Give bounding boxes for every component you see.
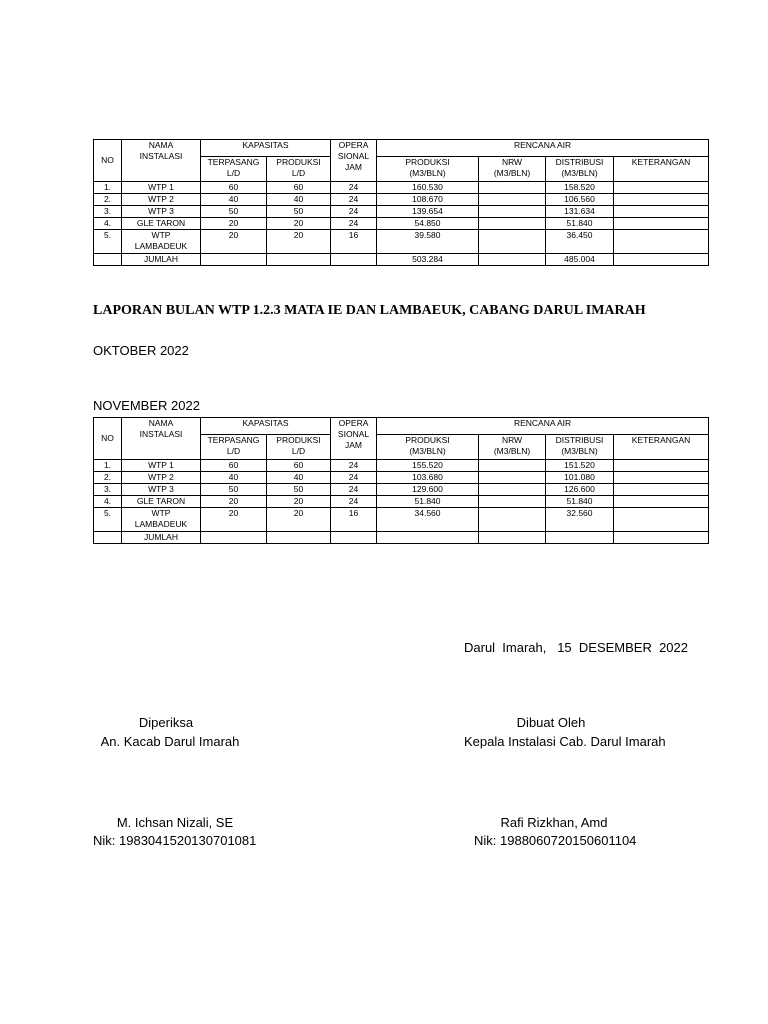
cell-nama-line2: LAMBADEUK [134,519,188,529]
date-line: Darul Imarah, 15 DESEMBER 2022 [464,640,688,655]
cell-jam [331,532,377,544]
cell-no [94,254,122,266]
cell-produksi-m3: 160.530 [377,182,479,194]
header-terpasang-line2: L/D [226,168,241,178]
cell-terpasang: 20 [201,218,267,230]
header-no: NO [94,418,122,460]
cell-nama [122,230,201,254]
table-row [94,484,709,496]
header-distribusi-line1: DISTRIBUSI [555,435,604,445]
header-kapasitas: KAPASITAS [201,140,331,157]
cell-produksi: 50 [267,484,331,496]
header-terpasang-line1: TERPASANG [207,435,260,445]
cell-keterangan [614,496,709,508]
cell-no: 2. [94,194,122,206]
cell-nrw [479,254,546,266]
cell-no: 4. [94,218,122,230]
header-distribusi-line2: (M3/BLN) [561,446,598,456]
cell-total-distribusi: 485.004 [546,254,614,266]
right-signature-name: Rafi Rizkhan, Amd [500,815,608,830]
cell-produksi-m3: 51.840 [377,496,479,508]
cell-no: 4. [94,496,122,508]
right-signature-role: Dibuat Oleh [516,715,586,730]
header-nama-line2: INSTALASI [139,151,183,161]
cell-nama: WTP 1 [122,182,201,194]
right-signature-position: Kepala Instalasi Cab. Darul Imarah [464,734,666,749]
cell-terpasang [201,254,267,266]
header-terpasang-line2: L/D [226,446,241,456]
cell-nrw [479,532,546,544]
cell-produksi: 60 [267,460,331,472]
cell-distribusi: 36.450 [546,230,614,254]
header-operasional-jam [331,418,377,460]
cell-jam: 24 [331,496,377,508]
header-no: NO [94,140,122,182]
table-total-row [94,254,709,266]
table-row [94,460,709,472]
cell-no [94,532,122,544]
cell-produksi-m3: 108.670 [377,194,479,206]
cell-terpasang: 50 [201,206,267,218]
header-produksi-line2: L/D [291,168,306,178]
cell-distribusi: 158.520 [546,182,614,194]
cell-distribusi: 51.840 [546,218,614,230]
cell-terpasang: 40 [201,472,267,484]
header-rencana-air: RENCANA AIR [377,140,709,157]
header-nrw-line2: (M3/BLN) [493,446,531,456]
cell-nrw [479,484,546,496]
cell-keterangan [614,254,709,266]
cell-terpasang: 60 [201,460,267,472]
header-produksi-m3 [377,435,479,460]
cell-produksi-m3: 54.850 [377,218,479,230]
table-row [94,194,709,206]
cell-jumlah-label: JUMLAH [122,532,201,544]
cell-produksi: 60 [267,182,331,194]
cell-produksi-m3: 139.654 [377,206,479,218]
cell-keterangan [614,218,709,230]
header-opera-line1: OPERA [338,140,369,150]
header-produksi-line2: L/D [291,446,306,456]
cell-produksi [267,254,331,266]
cell-jam: 24 [331,484,377,496]
header-terpasang [201,435,267,460]
cell-no: 2. [94,472,122,484]
header-nrw [479,435,546,460]
cell-jam [331,254,377,266]
cell-produksi: 40 [267,194,331,206]
cell-nama-line1: WTP [151,230,171,240]
cell-nrw [479,218,546,230]
left-signature-name: M. Ichsan Nizali, SE [116,815,234,830]
cell-jam: 16 [331,230,377,254]
cell-nama: WTP 3 [122,484,201,496]
header-opera-line2: SIONAL [337,151,370,161]
header-opera-line1: OPERA [338,418,369,428]
cell-keterangan [614,472,709,484]
cell-produksi: 20 [267,230,331,254]
header-keterangan: KETERANGAN [614,157,709,182]
cell-terpasang: 20 [201,496,267,508]
cell-distribusi: 126.600 [546,484,614,496]
cell-distribusi: 32.560 [546,508,614,532]
cell-produksi-m3: 155.520 [377,460,479,472]
cell-total-produksi-m3: 503.284 [377,254,479,266]
table-row [94,230,709,254]
cell-produksi-m3: 39.580 [377,230,479,254]
table-row [94,182,709,194]
cell-terpasang: 20 [201,230,267,254]
header-nama-line1: NAMA [148,140,174,150]
header-operasional-jam [331,140,377,182]
report-table-oktober [93,139,709,266]
header-terpasang-line1: TERPASANG [207,157,260,167]
cell-keterangan [614,230,709,254]
cell-produksi: 40 [267,472,331,484]
cell-nama: GLE TARON [122,496,201,508]
header-nrw-line2: (M3/BLN) [493,168,531,178]
cell-jam: 24 [331,218,377,230]
header-nrw-line1: NRW [501,157,523,167]
cell-keterangan [614,508,709,532]
month-label-november: NOVEMBER 2022 [93,398,200,413]
cell-distribusi: 51.840 [546,496,614,508]
table-total-row [94,532,709,544]
report-table-november [93,417,709,544]
cell-nrw [479,182,546,194]
cell-keterangan [614,194,709,206]
right-signature-nik: Nik: 1988060720150601104 [474,833,637,848]
header-distribusi-line1: DISTRIBUSI [555,157,604,167]
cell-no: 1. [94,182,122,194]
header-nama-line1: NAMA [148,418,174,428]
cell-terpasang: 60 [201,182,267,194]
header-distribusi [546,157,614,182]
table-row [94,472,709,484]
cell-keterangan [614,206,709,218]
header-produksi-ld [267,157,331,182]
cell-distribusi: 151.520 [546,460,614,472]
cell-nama-line2: LAMBADEUK [134,241,188,251]
cell-nama [122,508,201,532]
cell-no: 5. [94,508,122,532]
header-terpasang [201,157,267,182]
cell-no: 5. [94,230,122,254]
cell-nama: GLE TARON [122,218,201,230]
header-nama-instalasi [122,418,201,460]
cell-keterangan [614,532,709,544]
table-row [94,508,709,532]
header-opera-line3: JAM [345,440,363,450]
cell-keterangan [614,460,709,472]
cell-terpasang: 20 [201,508,267,532]
cell-nama: WTP 2 [122,194,201,206]
cell-total-distribusi [546,532,614,544]
header-nama-instalasi [122,140,201,182]
month-label-oktober: OKTOBER 2022 [93,343,189,358]
header-produksi-m3-line1: PRODUKSI [405,435,450,445]
cell-no: 3. [94,206,122,218]
header-nama-line2: INSTALASI [139,429,183,439]
cell-nrw [479,230,546,254]
header-keterangan: KETERANGAN [614,435,709,460]
report-title: LAPORAN BULAN WTP 1.2.3 MATA IE DAN LAMBAEUK, CABANG DARUL IMARAH [93,303,646,318]
cell-nrw [479,508,546,532]
cell-distribusi: 106.560 [546,194,614,206]
cell-produksi-m3: 103.680 [377,472,479,484]
header-distribusi [546,435,614,460]
cell-nama: WTP 2 [122,472,201,484]
header-nrw [479,157,546,182]
cell-jam: 24 [331,206,377,218]
cell-nama: WTP 1 [122,460,201,472]
cell-distribusi: 131.634 [546,206,614,218]
cell-produksi-m3: 34.560 [377,508,479,532]
cell-produksi: 20 [267,496,331,508]
header-produksi-m3-line2: (M3/BLN) [409,446,446,456]
cell-total-produksi-m3 [377,532,479,544]
cell-nama-line1: WTP [151,508,171,518]
header-rencana-air: RENCANA AIR [377,418,709,435]
cell-distribusi: 101.080 [546,472,614,484]
header-opera-line2: SIONAL [337,429,370,439]
header-produksi-line1: PRODUKSI [276,157,321,167]
cell-nrw [479,194,546,206]
cell-terpasang: 40 [201,194,267,206]
left-signature-role: Diperiksa [138,715,194,730]
cell-produksi-m3: 129.600 [377,484,479,496]
cell-nrw [479,206,546,218]
header-opera-line3: JAM [345,162,363,172]
cell-produksi: 50 [267,206,331,218]
header-produksi-ld [267,435,331,460]
header-nrw-line1: NRW [501,435,523,445]
table-row [94,496,709,508]
cell-jam: 24 [331,182,377,194]
cell-jam: 16 [331,508,377,532]
cell-terpasang: 50 [201,484,267,496]
header-produksi-m3 [377,157,479,182]
header-kapasitas: KAPASITAS [201,418,331,435]
cell-nrw [479,496,546,508]
header-produksi-m3-line1: PRODUKSI [405,157,450,167]
cell-terpasang [201,532,267,544]
left-signature-position: An. Kacab Darul Imarah [100,734,240,749]
cell-jam: 24 [331,194,377,206]
header-produksi-m3-line2: (M3/BLN) [409,168,446,178]
cell-keterangan [614,182,709,194]
cell-jam: 24 [331,472,377,484]
header-produksi-line1: PRODUKSI [276,435,321,445]
cell-produksi: 20 [267,508,331,532]
left-signature-nik: Nik: 1983041520130701081 [93,833,257,848]
cell-jumlah-label: JUMLAH [122,254,201,266]
table-row [94,206,709,218]
cell-produksi: 20 [267,218,331,230]
cell-no: 3. [94,484,122,496]
header-distribusi-line2: (M3/BLN) [561,168,598,178]
cell-produksi [267,532,331,544]
cell-no: 1. [94,460,122,472]
cell-jam: 24 [331,460,377,472]
table-row [94,218,709,230]
cell-nrw [479,460,546,472]
cell-nama: WTP 3 [122,206,201,218]
cell-nrw [479,472,546,484]
cell-keterangan [614,484,709,496]
